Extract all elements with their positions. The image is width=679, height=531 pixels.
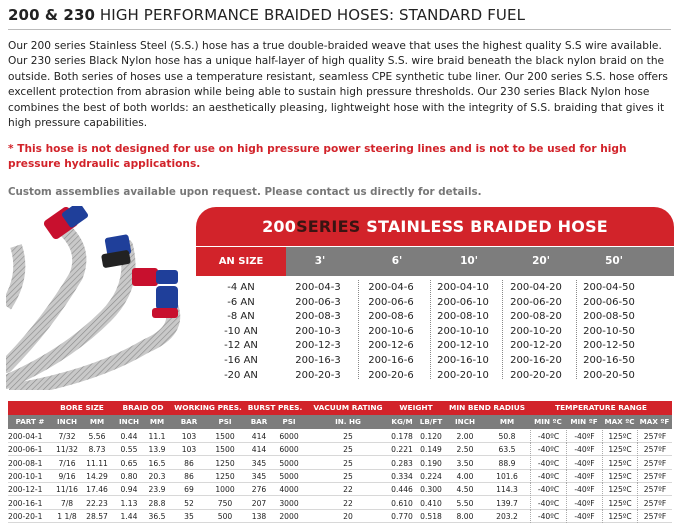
spec-value: 0.44 <box>120 432 138 441</box>
spec-value: 28.57 <box>86 511 108 521</box>
spec-value: 35 <box>184 511 194 521</box>
spec-value: 88.9 <box>498 458 516 468</box>
spec-value: 1500 <box>215 445 235 455</box>
spec-value: 125ºC <box>602 457 637 470</box>
spec-value: 203.2 <box>496 511 518 521</box>
spec-value: 750 <box>217 498 233 508</box>
part-number-row <box>196 281 674 296</box>
spec-value: 0.149 <box>420 445 442 455</box>
spec-value: 52 <box>184 498 194 508</box>
spec-value: 1 1/8 <box>57 511 77 521</box>
spec-column-label: KG/M <box>391 417 413 426</box>
spec-group-label: MIN BEND RADIUS <box>448 403 526 412</box>
title-bold: 200 & 230 <box>8 6 96 24</box>
part-number-cell: 200-06-20 <box>510 296 562 308</box>
spec-column-label: LB/FT <box>419 417 443 426</box>
spec-column-label: MM <box>499 417 515 426</box>
spec-value: 5000 <box>279 471 299 481</box>
banner-series-number: 200 <box>262 217 297 236</box>
part-number-cell: 200-16-6 <box>368 355 414 366</box>
spec-value: 11/16 <box>56 485 78 495</box>
part-number-cell: 200-08-10 <box>437 311 489 323</box>
part-number-cell: 200-16-3 <box>295 355 341 366</box>
length-header: 10' <box>460 255 478 267</box>
length-header-bar <box>286 247 674 276</box>
length-header: 6' <box>391 255 403 267</box>
part-number-cell: 200-20-50 <box>583 369 635 381</box>
hose-assemblies-image <box>6 206 192 390</box>
part-number-cell: 200-08-50 <box>583 311 635 323</box>
spec-value: 7/8 <box>60 498 74 508</box>
spec-value: 28.8 <box>148 498 166 508</box>
spec-column-label: MIN ºF <box>570 417 598 426</box>
spec-column-label: INCH <box>119 417 139 426</box>
spec-value: 2.50 <box>456 445 474 455</box>
an-size-cell: -10 AN <box>224 325 258 337</box>
spec-value: 103 <box>181 432 197 441</box>
spec-value: 22 <box>343 498 353 508</box>
spec-value: 125ºC <box>602 443 637 456</box>
spec-value: -40ºC <box>530 430 566 443</box>
spec-group-label: WORKING PRES. <box>174 403 242 412</box>
spec-group-label: BORE SIZE <box>60 403 104 412</box>
spec-value: -40ºF <box>566 470 602 483</box>
spec-column-label: BAR <box>180 417 198 426</box>
spec-value: 25 <box>343 445 353 455</box>
spec-group-label: VACUUM RATING <box>313 403 383 412</box>
spec-column-label: PSI <box>282 417 296 426</box>
spec-value: 103 <box>181 445 197 455</box>
spec-row <box>8 443 672 456</box>
spec-value: 0.300 <box>420 485 442 495</box>
spec-value: 125ºC <box>602 510 637 523</box>
part-number-cell: 200-12-20 <box>510 340 562 352</box>
spec-value: -40ºC <box>530 497 566 510</box>
part-number-row <box>196 339 674 354</box>
part-number-cell: 200-04-6 <box>368 282 414 293</box>
spec-value: -40ºC <box>530 470 566 483</box>
spec-group-label: TEMPERATURE RANGE <box>555 403 647 412</box>
spec-value: 8.00 <box>456 511 474 521</box>
spec-value: 257ºF <box>637 470 672 483</box>
spec-value: -40ºC <box>530 457 566 470</box>
spec-value: 139.7 <box>496 498 518 508</box>
part-number-cell: 200-12-10 <box>437 340 489 352</box>
spec-value: 114.3 <box>496 485 518 495</box>
part-number-row <box>196 296 674 311</box>
spec-group-label: BURST PRES. <box>247 403 303 412</box>
spec-row <box>8 430 672 443</box>
spec-value: 0.94 <box>120 485 138 495</box>
spec-column-label: MM <box>149 417 165 426</box>
spec-value: 2.00 <box>456 432 474 441</box>
spec-value: 25 <box>343 432 353 441</box>
spec-value: 257ºF <box>637 510 672 523</box>
spec-value: 4000 <box>279 485 299 495</box>
spec-value: 13.9 <box>148 445 166 455</box>
spec-value: 23.9 <box>148 485 166 495</box>
spec-value: 16.5 <box>148 458 166 468</box>
part-number-cell: 200-08-3 <box>295 311 341 323</box>
spec-column-label: BAR <box>250 417 268 426</box>
spec-table <box>8 401 672 525</box>
spec-value: 0.178 <box>391 432 413 441</box>
spec-column-header <box>8 415 672 429</box>
intro-paragraph: Our 200 series Stainless Steel (S.S.) hose has a true double-braided weave that uses the highest quality S.S wire available. Our 230 series Black Nylon hose has a unique half-layer of high quality S.S. wire braid beneath the black nylon braid on the outside. Both series of hoses use a temperature resistant, seamless CPE synthetic tube liner. Our 200 series S.S. hose offers excellent protection from abrasion while being able to sustain high pressure thresholds. Our 230 series Black Nylon hose combines the best of both worlds: an aesthetically pleasing, lightweight hose with the integrity of S.S. braiding that gives it high pressure capabilities. <box>8 40 668 130</box>
spec-group-label: BRAID OD <box>122 403 164 412</box>
an-size-cell: -12 AN <box>224 340 258 352</box>
spec-value: 345 <box>251 458 267 468</box>
part-number-row <box>196 354 674 369</box>
spec-part-number: 200-16-1 <box>8 498 43 508</box>
spec-value: 257ºF <box>637 443 672 456</box>
part-number-cell: 200-12-50 <box>583 340 635 352</box>
part-number-row <box>196 310 674 325</box>
spec-part-number: 200-20-1 <box>8 511 43 521</box>
spec-value: 1250 <box>215 458 235 468</box>
spec-value: 0.190 <box>420 458 442 468</box>
title-rest: HIGH PERFORMANCE BRAIDED HOSES: STANDARD FUEL <box>95 6 526 24</box>
spec-value: 11.11 <box>86 458 108 468</box>
custom-assemblies-note: Custom assemblies available upon request. Please contact us directly for details. <box>8 186 482 198</box>
spec-part-number: 200-08-1 <box>8 458 43 468</box>
spec-value: 125ºC <box>602 483 637 496</box>
spec-column-label: MAX ºC <box>604 417 635 426</box>
spec-part-number: 200-10-1 <box>8 471 43 481</box>
part-number-cell: 200-08-6 <box>368 311 414 323</box>
spec-column-label: INCH <box>455 417 475 426</box>
spec-value: 257ºF <box>637 483 672 496</box>
spec-value: 3000 <box>279 498 299 508</box>
spec-value: 50.8 <box>498 432 516 441</box>
an-size-cell: -6 AN <box>227 296 255 308</box>
spec-column-label: PART # <box>15 417 45 426</box>
part-number-cell: 200-20-10 <box>437 369 489 381</box>
spec-value: 69 <box>184 485 194 495</box>
spec-value: 1250 <box>215 471 235 481</box>
spec-value: 257ºF <box>637 457 672 470</box>
an-size-cell: -16 AN <box>224 355 258 366</box>
spec-value: 2000 <box>279 511 299 521</box>
spec-column-label: IN. HG <box>335 417 361 426</box>
spec-column-label: MIN ºC <box>534 417 562 426</box>
part-number-cell: 200-06-50 <box>583 296 635 308</box>
spec-value: -40ºF <box>566 457 602 470</box>
spec-value: 257ºF <box>637 430 672 443</box>
part-number-cell: 200-06-6 <box>368 296 414 308</box>
spec-row <box>8 510 672 523</box>
spec-value: 0.446 <box>391 485 413 495</box>
spec-value: 20 <box>343 511 353 521</box>
part-number-cell: 200-20-3 <box>295 369 341 381</box>
spec-value: 5.56 <box>88 432 106 441</box>
spec-value: 0.410 <box>420 498 442 508</box>
spec-value: 125ºC <box>602 430 637 443</box>
spec-value: 0.224 <box>420 471 442 481</box>
spec-value: 25 <box>343 471 353 481</box>
spec-row <box>8 483 672 496</box>
spec-value: 63.5 <box>498 445 516 455</box>
spec-value: 0.221 <box>391 445 413 455</box>
spec-value: 276 <box>251 485 267 495</box>
spec-value: 500 <box>217 511 233 521</box>
spec-value: 17.46 <box>86 485 108 495</box>
spec-value: 86 <box>184 458 194 468</box>
spec-row <box>8 497 672 510</box>
spec-value: -40ºC <box>530 510 566 523</box>
spec-value: 3.50 <box>456 458 474 468</box>
spec-column-label: PSI <box>218 417 232 426</box>
length-header: 3' <box>314 255 326 267</box>
part-number-cell: 200-16-50 <box>583 355 635 366</box>
an-size-cell: -4 AN <box>227 282 255 293</box>
banner-series-word: SERIES <box>296 217 361 236</box>
spec-value: 0.80 <box>120 471 138 481</box>
spec-value: 36.5 <box>148 511 166 521</box>
spec-part-number: 200-06-1 <box>8 445 43 455</box>
title-divider <box>8 29 671 30</box>
spec-value: 125ºC <box>602 470 637 483</box>
spec-value: 207 <box>251 498 267 508</box>
spec-value: 138 <box>251 511 267 521</box>
spec-value: 125ºC <box>602 497 637 510</box>
spec-value: 4.00 <box>456 471 474 481</box>
warning-note: * This hose is not designed for use on high pressure power steering lines and is not to be used for high pressure hydraulic applications. <box>8 143 627 170</box>
spec-value: 6000 <box>279 445 299 455</box>
spec-value: 14.29 <box>86 471 108 481</box>
part-number-cell: 200-08-20 <box>510 311 562 323</box>
spec-value: 11/32 <box>56 445 78 455</box>
part-number-row <box>196 369 674 384</box>
spec-value: 86 <box>184 471 194 481</box>
spec-value: 257ºF <box>637 497 672 510</box>
spec-value: 5000 <box>279 458 299 468</box>
part-number-cell: 200-12-3 <box>295 340 341 352</box>
part-number-cell: 200-04-10 <box>437 282 489 293</box>
an-size-cell: -20 AN <box>224 369 258 381</box>
part-number-cell: 200-10-50 <box>583 325 635 337</box>
length-header: 20' <box>532 255 550 267</box>
part-number-row <box>196 325 674 340</box>
spec-value: 9/16 <box>58 471 76 481</box>
spec-group-header <box>8 401 672 415</box>
spec-value: 4.50 <box>456 485 474 495</box>
part-number-cell: 200-06-10 <box>437 296 489 308</box>
part-number-cell: 200-04-3 <box>295 282 341 293</box>
spec-value: 22.23 <box>86 498 108 508</box>
spec-value: -40ºF <box>566 430 602 443</box>
an-size-header: AN SIZE <box>196 247 286 276</box>
spec-value: 5.50 <box>456 498 474 508</box>
series-banner <box>196 207 674 246</box>
spec-value: 0.610 <box>391 498 413 508</box>
spec-value: 0.120 <box>420 432 442 441</box>
banner-title-rest: STAINLESS BRAIDED HOSE <box>360 217 608 236</box>
part-number-cell: 200-10-3 <box>295 325 341 337</box>
an-size-cell: -8 AN <box>227 311 255 323</box>
part-number-cell: 200-06-3 <box>295 296 341 308</box>
part-number-cell: 200-16-10 <box>437 355 489 366</box>
spec-column-label: INCH <box>57 417 77 426</box>
spec-row <box>8 457 672 470</box>
spec-value: 25 <box>343 458 353 468</box>
spec-value: -40ºF <box>566 510 602 523</box>
spec-part-number: 200-12-1 <box>8 485 43 495</box>
spec-value: 1.44 <box>120 511 138 521</box>
spec-group-label: WEIGHT <box>399 403 433 412</box>
spec-value: 414 <box>251 445 267 455</box>
spec-column-label: MM <box>89 417 105 426</box>
spec-value: -40ºF <box>566 483 602 496</box>
spec-value: 0.334 <box>391 471 413 481</box>
part-number-cell: 200-12-6 <box>368 340 414 352</box>
page-title <box>8 6 525 24</box>
spec-value: 7/16 <box>58 458 76 468</box>
spec-value: -40ºC <box>530 443 566 456</box>
spec-value: 414 <box>251 432 267 441</box>
spec-value: 1.13 <box>120 498 138 508</box>
part-number-cell: 200-10-6 <box>368 325 414 337</box>
part-number-cell: 200-20-20 <box>510 369 562 381</box>
spec-part-number: 200-04-1 <box>8 432 43 441</box>
spec-value: 8.73 <box>88 445 106 455</box>
spec-value: 6000 <box>279 432 299 441</box>
spec-value: 101.6 <box>496 471 518 481</box>
spec-value: 7/32 <box>58 432 76 441</box>
spec-value: 0.65 <box>120 458 138 468</box>
spec-value: 0.55 <box>120 445 138 455</box>
spec-value: 345 <box>251 471 267 481</box>
part-number-cell: 200-16-20 <box>510 355 562 366</box>
spec-value: 0.770 <box>391 511 413 521</box>
spec-column-label: MAX ºF <box>639 417 670 426</box>
spec-value: 0.283 <box>391 458 413 468</box>
spec-value: 0.518 <box>420 511 442 521</box>
spec-value: 1000 <box>215 485 235 495</box>
spec-value: -40ºF <box>566 443 602 456</box>
spec-value: -40ºF <box>566 497 602 510</box>
part-number-cell: 200-20-6 <box>368 369 414 381</box>
spec-value: 11.1 <box>148 432 166 441</box>
spec-value: 1500 <box>215 432 235 441</box>
spec-value: -40ºC <box>530 483 566 496</box>
spec-value: 22 <box>343 485 353 495</box>
spec-row <box>8 470 672 483</box>
length-header: 50' <box>605 255 623 267</box>
spec-value: 20.3 <box>148 471 166 481</box>
part-number-cell: 200-04-50 <box>583 282 635 293</box>
part-number-cell: 200-10-10 <box>437 325 489 337</box>
part-number-cell: 200-04-20 <box>510 282 562 293</box>
part-number-cell: 200-10-20 <box>510 325 562 337</box>
